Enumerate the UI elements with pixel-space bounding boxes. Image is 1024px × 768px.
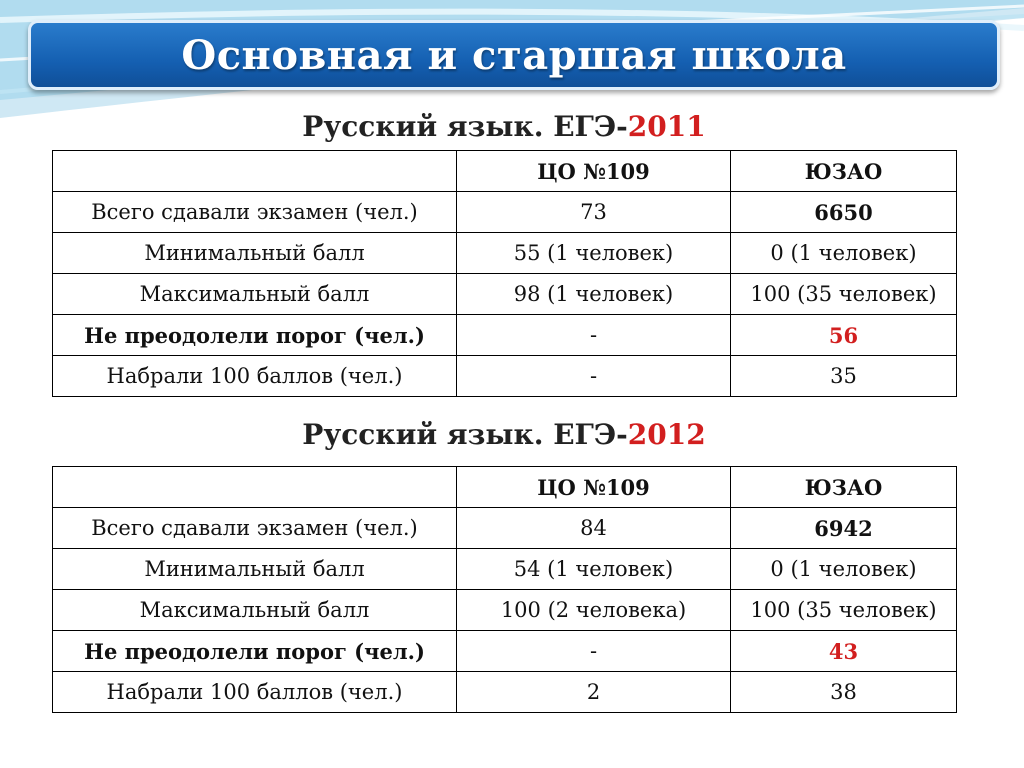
school-value: 84 (457, 508, 731, 549)
district-value: 56 (731, 315, 957, 356)
heading-year: 2011 (627, 110, 706, 143)
table-row (53, 631, 957, 672)
district-value: 6650 (731, 192, 957, 233)
table-row (53, 590, 957, 631)
row-label: Минимальный балл (53, 233, 457, 274)
header-cell-district: ЮЗАО (731, 467, 957, 508)
table-row (53, 508, 957, 549)
row-label: Не преодолели порог (чел.) (53, 315, 457, 356)
school-value: 73 (457, 192, 731, 233)
table-2012-heading (52, 418, 956, 451)
district-value: 100 (35 человек) (731, 274, 957, 315)
school-value: - (457, 315, 731, 356)
district-value: 100 (35 человек) (731, 590, 957, 631)
school-value: - (457, 356, 731, 397)
row-label: Всего сдавали экзамен (чел.) (53, 508, 457, 549)
results-table-2012 (52, 466, 957, 713)
slide-title: Основная и старшая школа (181, 31, 847, 79)
row-label: Набрали 100 баллов (чел.) (53, 672, 457, 713)
school-value: 98 (1 человек) (457, 274, 731, 315)
header-cell-school: ЦО №109 (457, 467, 731, 508)
table-header-row (53, 151, 957, 192)
district-value: 43 (731, 631, 957, 672)
school-value: - (457, 631, 731, 672)
table-row (53, 274, 957, 315)
header-cell-empty (53, 151, 457, 192)
title-banner (28, 20, 1000, 90)
header-cell-empty (53, 467, 457, 508)
row-label: Максимальный балл (53, 274, 457, 315)
table-row (53, 192, 957, 233)
school-value: 2 (457, 672, 731, 713)
district-value: 0 (1 человек) (731, 549, 957, 590)
school-value: 55 (1 человек) (457, 233, 731, 274)
row-label: Максимальный балл (53, 590, 457, 631)
table-2011-heading (52, 110, 956, 143)
row-label: Минимальный балл (53, 549, 457, 590)
heading-prefix: Русский язык. ЕГЭ- (302, 110, 628, 143)
table-row (53, 672, 957, 713)
table-row (53, 356, 957, 397)
table-row (53, 549, 957, 590)
school-value: 100 (2 человека) (457, 590, 731, 631)
row-label: Набрали 100 баллов (чел.) (53, 356, 457, 397)
row-label: Всего сдавали экзамен (чел.) (53, 192, 457, 233)
results-table-2011 (52, 150, 957, 397)
header-cell-school: ЦО №109 (457, 151, 731, 192)
table-header-row (53, 467, 957, 508)
table-row (53, 233, 957, 274)
school-value: 54 (1 человек) (457, 549, 731, 590)
district-value: 0 (1 человек) (731, 233, 957, 274)
header-cell-district: ЮЗАО (731, 151, 957, 192)
table-row (53, 315, 957, 356)
heading-prefix: Русский язык. ЕГЭ- (302, 418, 628, 451)
district-value: 35 (731, 356, 957, 397)
district-value: 38 (731, 672, 957, 713)
district-value: 6942 (731, 508, 957, 549)
heading-year: 2012 (627, 418, 706, 451)
row-label: Не преодолели порог (чел.) (53, 631, 457, 672)
